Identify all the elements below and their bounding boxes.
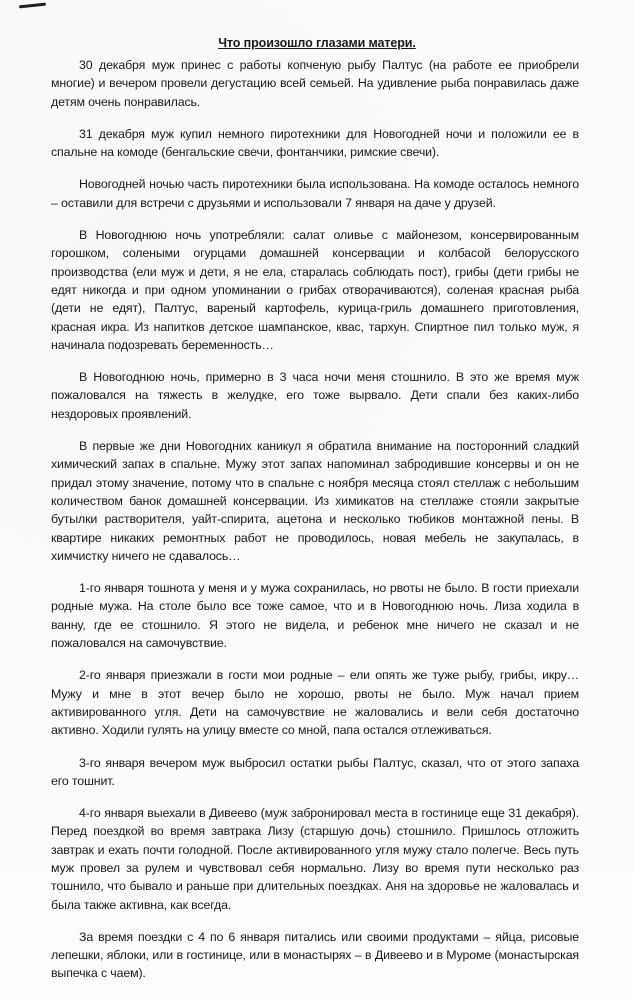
- paragraph-new-year-night-sickness: В Новогоднюю ночь, примерно в 3 часа ночи меня стошнило. В это же время муж пожаловался на тяжесть в желудке, его тоже вырвало. Дети спали без каких-либо нездоровых проявлений.: [51, 370, 579, 421]
- paragraph-trip-food: За время поездки с 4 по 6 января питались или своими продуктами – яйца, рисовые лепешки, яблоки, или в гостинице, или в монастырях – в Дивеево и в Муроме (монастырская выпечка с чаем).: [51, 929, 579, 981]
- paragraph-new-year-food: В Новогоднюю ночь употребляли: салат оливье с майонезом, консервированным горошком, солеными огурцами домашней консервации и колбасой белорусского производства (ели муж и дети, я не ела, старалась соблюдать пост), грибы (дети грибы не едят никогда и при одном упоминании о грибах отворачиваются), соленая красная рыба (дети не едят), Палтус, вареный картофель, курица-гриль домашнего приготовления, красная икра. Из напитков детское шампанское, квас, тархун. Спиртное пил только муж, я начинала подозревать беременность…: [51, 228, 579, 352]
- paragraph-jan-3: 3-го января вечером муж выбросил остатки рыбы Палтус, сказал, что от этого запаха его тошнит.: [51, 755, 579, 788]
- document-body: [51, 56, 579, 997]
- scan-artifact-mark: [19, 3, 46, 9]
- paragraph-chemical-smell: В первые же дни Новогодних каникул я обратила внимание на посторонний сладкий химический запах в спальне. Мужу этот запах напоминал забродившие консервы и он не придал этому значение, потому что в спальне с ноября месяца стоял стеллаж с небольшим количеством банок домашней консервации. Из химикатов на стеллаже стояли закрытые бутылки растворителя, уайт-спирита, ацетона и несколько тюбиков монтажной пены. В квартире никаких ремонтных работ не проводилось, новая мебель не закупалась, в химчистку ничего не сдавалось…: [51, 439, 579, 563]
- paragraph-dec-31: 31 декабря муж купил немного пиротехники для Новогодней ночи и положили ее в спальне на комоде (бенгальские свечи, фонтанчики, римские свечи).: [51, 126, 579, 160]
- paragraph-jan-1: 1-го января тошнота у меня и у мужа сохранилась, но рвоты не было. В гости приехали родные мужа. На столе было все тоже самое, что и в Новогоднюю ночь. Лиза ходила в ванну, где ее стошнило. Я этого не видела, и ребенок мне ничего не сказал и не пожаловался на самочувствие.: [51, 581, 579, 651]
- paragraph-new-year-pyrotechnics: Новогодней ночью часть пиротехники была использована. На комоде осталось немного – оставили для встречи с друзьями и использовали 7 января на даче у друзей.: [51, 177, 579, 210]
- paragraph-dec-30: 30 декабря муж принес с работы копченую рыбу Палтус (на работе ее приобрели многие) и вечером провели дегустацию всей семьей. На удивление рыба понравилась даже детям очень понравилась.: [51, 58, 579, 109]
- paragraph-jan-2: 2-го января приезжали в гости мои родные – ели опять же туже рыбу, грибы, икру… Мужу и мне в этот вечер было не хорошо, рвоты не было. Муж начал прием активированного угля. Дети на самочувствие не жаловались и вели себя достаточно активно. Ходили гулять на улицу вместе со мной, папа остался отлеживаться.: [51, 668, 579, 738]
- document-title: Что произошло глазами матери.: [218, 36, 416, 50]
- paragraph-jan-4: 4-го января выехали в Дивеево (муж забронировал места в гостинице еще 31 декабря). Перед поездкой во время завтрака Лизу (старшую дочь) стошнило. Пришлось отложить завтрак и ехать почти голодной. После активированного угля мужу стало полегче. Весь путь муж провел за рулем и чувствовал себя нормально. Лизу во время пути несколько раз тошнило, что бывало и раньше при длительных поездках. Аня на здоровье не жаловалась и была также активна, как всегда.: [51, 806, 579, 912]
